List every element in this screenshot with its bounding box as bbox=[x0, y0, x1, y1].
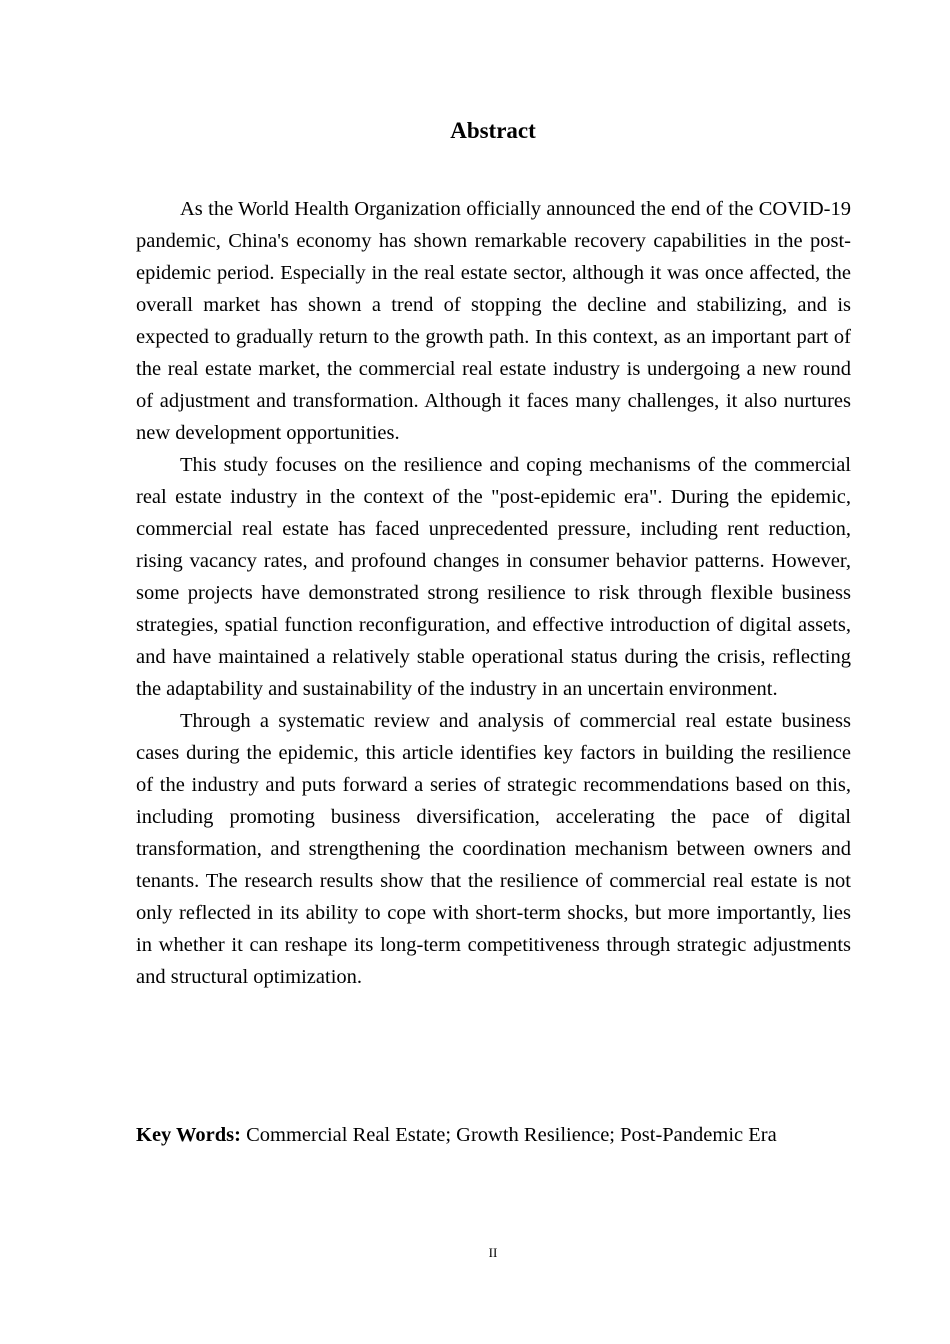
abstract-paragraph-3: Through a systematic review and analysis of commercial real estate business cases during the epidemic, this article identifies key factors in building the resilience of the industry and puts forward a series of strategic recommendations based on this, including promoting business diversification, accelerating the pace of digital transformation, and strengthening the coordination mechanism between owners and tenants. The research results show that the resilience of commercial real estate is not only reflected in its ability to cope with short-term shocks, but more importantly, lies in whether it can reshape its long-term competitiveness through strategic adjustments and structural optimization. bbox=[136, 710, 851, 988]
keywords-text: Commercial Real Estate; Growth Resilience; Post-Pandemic Era bbox=[240, 1124, 777, 1146]
page-number: II bbox=[488, 1245, 498, 1260]
keywords-label: Key Words: bbox=[136, 1124, 241, 1146]
keywords-line bbox=[136, 1119, 851, 1151]
abstract-title: Abstract bbox=[450, 118, 536, 143]
abstract-body bbox=[136, 193, 851, 993]
abstract-paragraph-2: This study focuses on the resilience and coping mechanisms of the commercial real estate industry in the context of the "post-epidemic era". During the epidemic, commercial real estate has faced unprecedented pressure, including rent reduction, rising vacancy rates, and profound changes in consumer behavior patterns. However, some projects have demonstrated strong resilience to risk through flexible business strategies, spatial function reconfiguration, and effective introduction of digital assets, and have maintained a relatively stable operational status during the crisis, reflecting the adaptability and sustainability of the industry in an uncertain environment. bbox=[136, 454, 851, 700]
abstract-paragraph-1: As the World Health Organization officially announced the end of the COVID-19 pandemic, China's economy has shown remarkable recovery capabilities in the post-epidemic period. Especially in the real estate sector, although it was once affected, the overall market has shown a trend of stopping the decline and stabilizing, and is expected to gradually return to the growth path. In this context, as an important part of the real estate market, the commercial real estate industry is undergoing a new round of adjustment and transformation. Although it faces many challenges, it also nurtures new development opportunities. bbox=[136, 198, 851, 444]
